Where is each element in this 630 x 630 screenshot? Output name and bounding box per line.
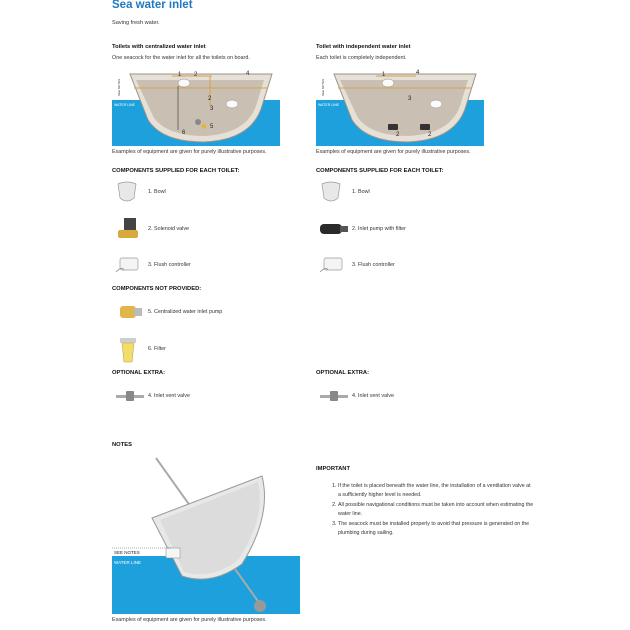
left-optional-1: 4. Inlet vent valve <box>148 393 190 399</box>
not-provided-2: 6. Filter <box>148 346 166 352</box>
important-item-1: 1. If the toilet is placed beneath the water line, the installation of a ventilation valve at a sufficiently higher level is needed. <box>338 482 534 499</box>
left-components-heading: COMPONENTS SUPPLIED FOR EACH TOILET: <box>112 168 240 174</box>
right-heading: Toilet with independent water inlet <box>316 44 411 50</box>
notes-see-notes: SEE NOTES <box>114 550 140 555</box>
right-components-heading: COMPONENTS SUPPLIED FOR EACH TOILET: <box>316 168 444 174</box>
callout-2b: 2 <box>208 96 212 102</box>
solenoid-valve-icon <box>114 216 142 242</box>
callout-1: 1 <box>178 72 182 78</box>
water-line-label: WATER LINE <box>318 103 340 107</box>
flush-controller-icon <box>114 254 142 276</box>
water-line-label: WATER LINE <box>114 103 136 107</box>
vent-valve-icon <box>318 388 350 404</box>
filter-icon <box>116 336 140 366</box>
right-caption: Examples of equipment are given for purely illustrative purposes. <box>316 149 471 155</box>
callout-6: 6 <box>182 130 186 136</box>
inlet-pump-icon <box>316 218 350 240</box>
callout-3: 3 <box>210 106 214 112</box>
right-optional-heading: OPTIONAL EXTRA: <box>316 370 370 376</box>
notes-heading: NOTES <box>112 442 132 448</box>
independent-diagram <box>316 66 484 146</box>
callout-4: 4 <box>416 70 420 76</box>
not-provided-heading: COMPONENTS NOT PROVIDED: <box>112 286 202 292</box>
left-optional-heading: OPTIONAL EXTRA: <box>112 370 166 376</box>
left-desc: One seacock for the water inlet for all the toilets on board. <box>112 55 250 61</box>
right-component-3: 3. Flush controller <box>352 262 395 268</box>
bowl-icon <box>114 180 140 206</box>
important-item-2: 2. All possible navigational conditions must be taken into account when estimating the water line. <box>338 501 534 518</box>
see-notes-label: SEE NOTES <box>117 78 121 96</box>
notes-water-line: WATER LINE <box>114 560 142 565</box>
right-desc: Each toilet is completely independent. <box>316 55 407 61</box>
callout-4: 4 <box>246 71 250 77</box>
centralized-diagram <box>112 66 280 146</box>
left-caption: Examples of equipment are given for purely illustrative purposes. <box>112 149 267 155</box>
callout-1: 1 <box>382 72 386 78</box>
not-provided-1: 5. Centralized water inlet pump <box>148 309 223 315</box>
callout-2: 2 <box>396 132 400 138</box>
left-component-1: 1. Bowl <box>148 189 166 195</box>
left-component-2: 2. Solenoid valve <box>148 226 190 232</box>
water-pump-icon <box>114 300 144 322</box>
vent-valve-icon <box>114 388 146 404</box>
left-component-3: 3. Flush controller <box>148 262 191 268</box>
page-title: Sea water inlet <box>112 0 193 11</box>
callout-5: 5 <box>210 124 214 130</box>
flush-controller-icon <box>318 254 346 276</box>
right-optional-1: 4. Inlet vent valve <box>352 393 394 399</box>
right-component-2: 2. Inlet pump with filter <box>352 226 406 232</box>
left-heading: Toilets with centralized water inlet <box>112 44 206 50</box>
bowl-icon <box>318 180 344 206</box>
page-subtitle: Saving fresh water. <box>112 20 160 26</box>
callout-2b: 2 <box>428 132 432 138</box>
callout-2: 2 <box>194 72 198 78</box>
notes-diagram <box>112 456 300 614</box>
notes-caption: Examples of equipment are given for purely illustrative purposes. <box>112 617 267 623</box>
important-heading: IMPORTANT <box>316 466 351 472</box>
important-list <box>324 482 534 539</box>
right-component-1: 1. Bowl <box>352 189 370 195</box>
callout-3: 3 <box>408 96 412 102</box>
important-item-3: 3. The seacock must be installed properly to avoid that pressure is generated on the plumbing during sailing. <box>338 520 534 537</box>
see-notes-label: SEE NOTES <box>321 78 325 96</box>
